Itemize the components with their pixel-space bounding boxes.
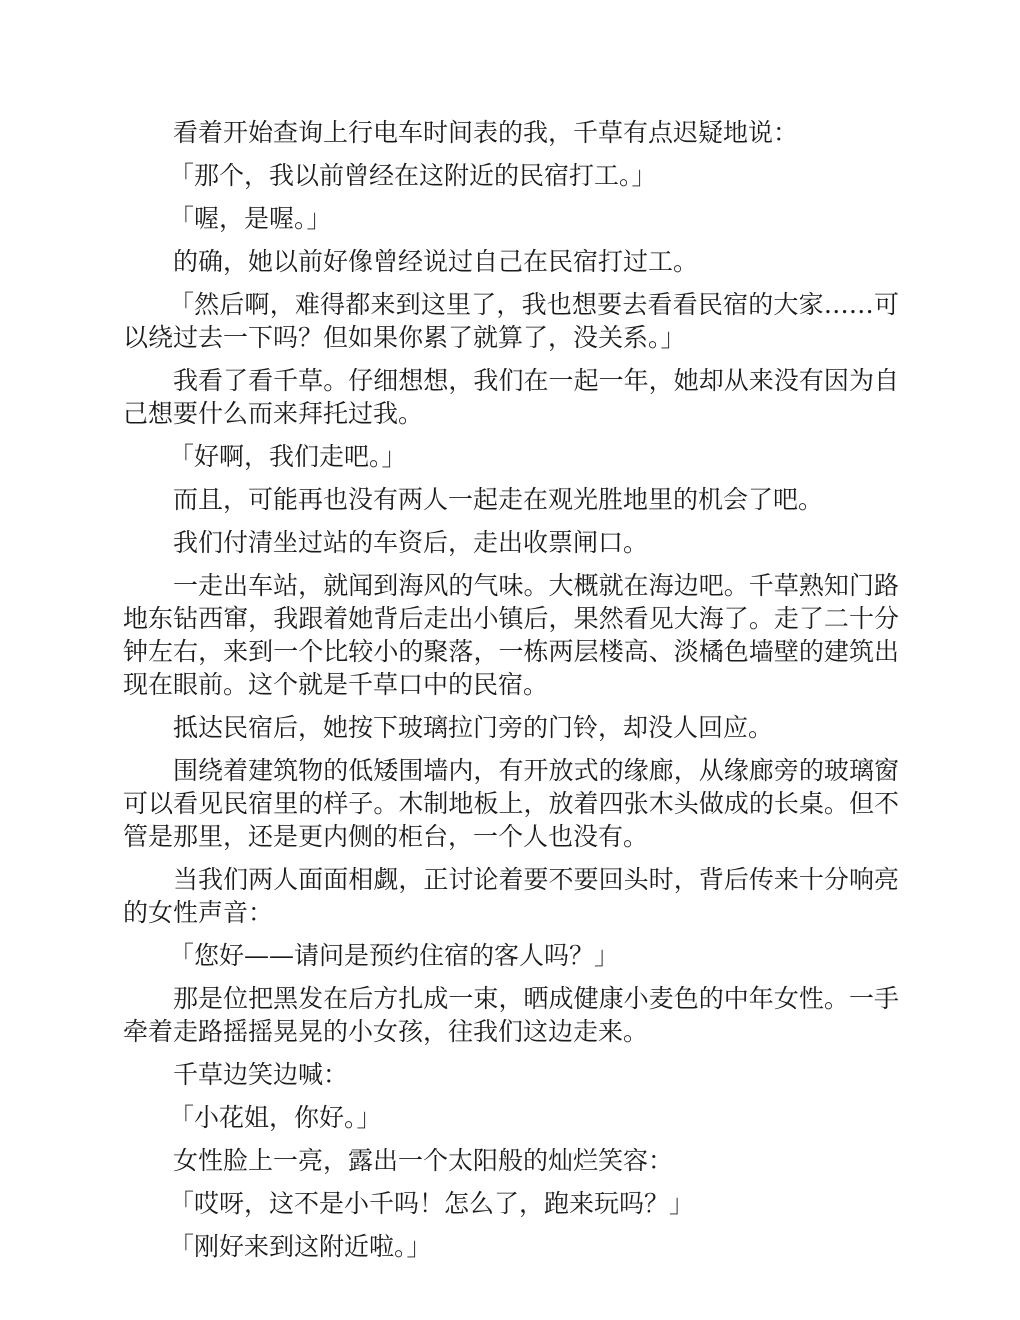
paragraph: 那是位把黑发在后方扎成一束，晒成健康小麦色的中年女性。一手牵着走路摇摇晃晃的小女孩，往我们这边走来。	[123, 984, 899, 1046]
paragraph: 看着开始查询上行电车时间表的我，千草有点迟疑地说：	[173, 118, 799, 147]
paragraph: 当我们两人面面相觑，正讨论着要不要回头时，背后传来十分响亮的女性声音：	[123, 865, 899, 927]
paragraph: 我看了看千草。仔细想想，我们在一起一年，她却从来没有因为自己想要什么而来拜托过我。	[123, 366, 899, 428]
dialogue-line: 「然后啊，难得都来到这里了，我也想要去看看民宿的大家……可以绕过去一下吗？但如果你累了就算了，没关系。」	[123, 290, 899, 352]
paragraph: 千草边笑边喊：	[173, 1060, 349, 1089]
paragraph: 围绕着建筑物的低矮围墙内，有开放式的缘廊，从缘廊旁的玻璃窗可以看见民宿里的样子。木制地板上，放着四张木头做成的长桌。但不管是那里，还是更内侧的柜台，一个人也没有。	[123, 756, 899, 851]
paragraph: 抵达民宿后，她按下玻璃拉门旁的门铃，却没人回应。	[173, 713, 774, 742]
dialogue-line: 「好啊，我们走吧。」	[169, 442, 407, 471]
paragraph: 的确，她以前好像曾经说过自己在民宿打过工。	[173, 247, 699, 276]
dialogue-line: 「哎呀，这不是小千吗！怎么了，跑来玩吗？」	[169, 1189, 695, 1218]
paragraph: 一走出车站，就闻到海风的气味。大概就在海边吧。千草熟知门路地东钻西窜，我跟着她背后走出小镇后，果然看见大海了。走了二十分钟左右，来到一个比较小的聚落，一栋两层楼高、淡橘色墙壁的建筑出现在眼前。这个就是千草口中的民宿。	[123, 571, 899, 699]
dialogue-line: 「刚好来到这附近啦。」	[169, 1232, 432, 1261]
dialogue-line: 「喔，是喔。」	[169, 204, 332, 233]
dialogue-line: 「您好——请问是预约住宿的客人吗？」	[169, 941, 620, 970]
dialogue-line: 「那个，我以前曾经在这附近的民宿打工。」	[169, 161, 657, 190]
paragraph: 而且，可能再也没有两人一起走在观光胜地里的机会了吧。	[173, 485, 824, 514]
paragraph: 女性脸上一亮，露出一个太阳般的灿烂笑容：	[173, 1146, 674, 1175]
page-body	[123, 116, 899, 1273]
dialogue-line: 「小花姐，你好。」	[169, 1103, 382, 1132]
paragraph: 我们付清坐过站的车资后，走出收票闸口。	[173, 528, 649, 557]
